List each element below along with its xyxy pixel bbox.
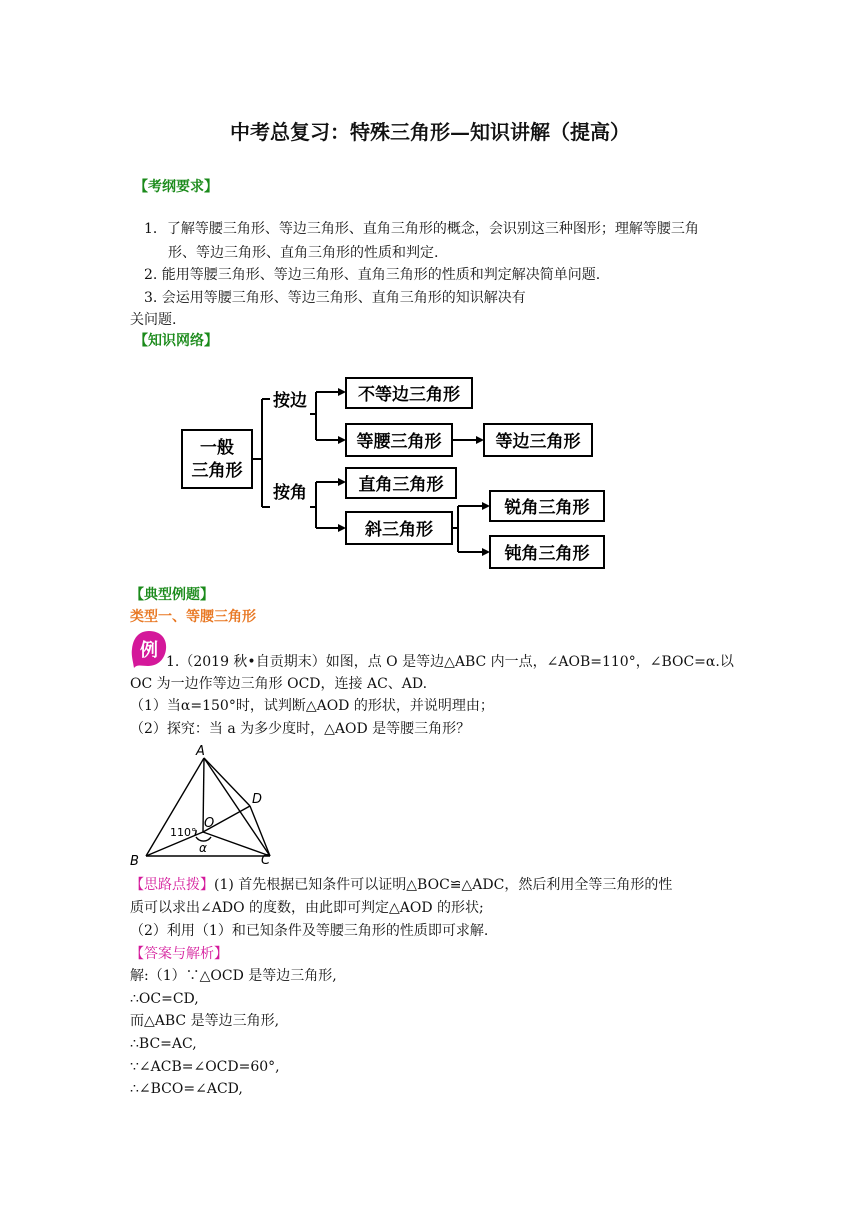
- hint-text-1: (1) 首先根据已知条件可以证明△BOC≌△ADC，然后利用全等三角形的性: [214, 877, 673, 893]
- vertex-c-label: C: [261, 853, 271, 868]
- requirement-2: 2. 能用等腰三角形、等边三角形、直角三角形的性质和判定解决简单问题.: [144, 267, 601, 283]
- example-badge-text: 例: [140, 640, 158, 661]
- label-by-side: 按边: [273, 391, 307, 411]
- label-acute: 锐角三角形: [504, 498, 590, 518]
- label-equilateral: 等边三角形: [495, 432, 581, 452]
- page-title: 中考总复习：特殊三角形—知识讲解（提高）: [230, 120, 630, 144]
- answer-label: 【答案与解析】: [130, 946, 228, 962]
- problem-question-1: （1）当α=150°时，试判断△AOD 的形状，并说明理由；: [130, 698, 494, 714]
- point-o-label: O: [204, 816, 215, 831]
- type-heading: 类型一、等腰三角形: [130, 609, 256, 625]
- requirement-1-line-1: 1．了解等腰三角形、等边三角形、直角三角形的概念，会识别这三种图形；理解等腰三角: [144, 221, 699, 237]
- requirement-3-line-2: 关问题.: [130, 312, 177, 328]
- label-scalene: 不等边三角形: [358, 385, 460, 405]
- label-general-line1: 一般: [200, 438, 234, 458]
- example-badge-icon: [128, 628, 170, 670]
- angle-aob-label: 110°: [170, 826, 197, 839]
- section-examples: 【典型例题】: [130, 587, 214, 603]
- solution-step-4: ∴BC=AC,: [130, 1036, 197, 1052]
- knowledge-network-diagram: [170, 370, 620, 580]
- label-isosceles: 等腰三角形: [356, 432, 442, 452]
- problem-question-2: （2）探究：当 a 为多少度时，△AOD 是等腰三角形？: [130, 721, 471, 737]
- problem-line-2: OC 为一边作等边三角形 OCD，连接 AC、AD.: [130, 676, 428, 692]
- label-by-angle: 按角: [273, 483, 307, 503]
- label-oblique: 斜三角形: [365, 520, 433, 540]
- solution-step-5: ∵∠ACB=∠OCD=60°,: [130, 1059, 280, 1075]
- vertex-b-label: B: [130, 854, 139, 868]
- vertex-a-label: A: [196, 744, 205, 759]
- solution-step-2: ∴OC=CD,: [130, 991, 199, 1007]
- solution-step-6: ∴∠BCO=∠ACD,: [130, 1081, 243, 1097]
- geometry-figure: [124, 742, 284, 868]
- label-obtuse: 钝角三角形: [504, 544, 590, 564]
- hint-line-2: 质可以求出∠ADO 的度数，由此即可判定△AOD 的形状;: [130, 900, 484, 916]
- requirement-3-line-1: 3. 会运用等腰三角形、等边三角形、直角三角形的知识解决有: [144, 290, 526, 306]
- hint-label: 【思路点拨】: [130, 877, 214, 893]
- vertex-d-label: D: [252, 792, 263, 807]
- section-network: 【知识网络】: [134, 333, 218, 349]
- problem-line-1: 1.（2019 秋•自贡期末）如图，点 O 是等边△ABC 内一点，∠AOB=110°，∠BOC=α.以: [166, 654, 734, 670]
- requirement-1-line-2: 形、等边三角形、直角三角形的性质和判定.: [168, 245, 439, 261]
- label-right: 直角三角形: [358, 475, 444, 495]
- section-requirements: 【考纲要求】: [134, 179, 218, 195]
- solution-step-1: 解:（1）∵△OCD 是等边三角形,: [130, 968, 337, 984]
- angle-alpha-label: α: [199, 841, 207, 855]
- hint-line-3: （2）利用（1）和已知条件及等腰三角形的性质即可求解.: [130, 923, 489, 939]
- hint-line-1: [130, 874, 672, 896]
- label-general-line2: 三角形: [191, 461, 243, 481]
- solution-step-3: 而△ABC 是等边三角形,: [130, 1013, 280, 1029]
